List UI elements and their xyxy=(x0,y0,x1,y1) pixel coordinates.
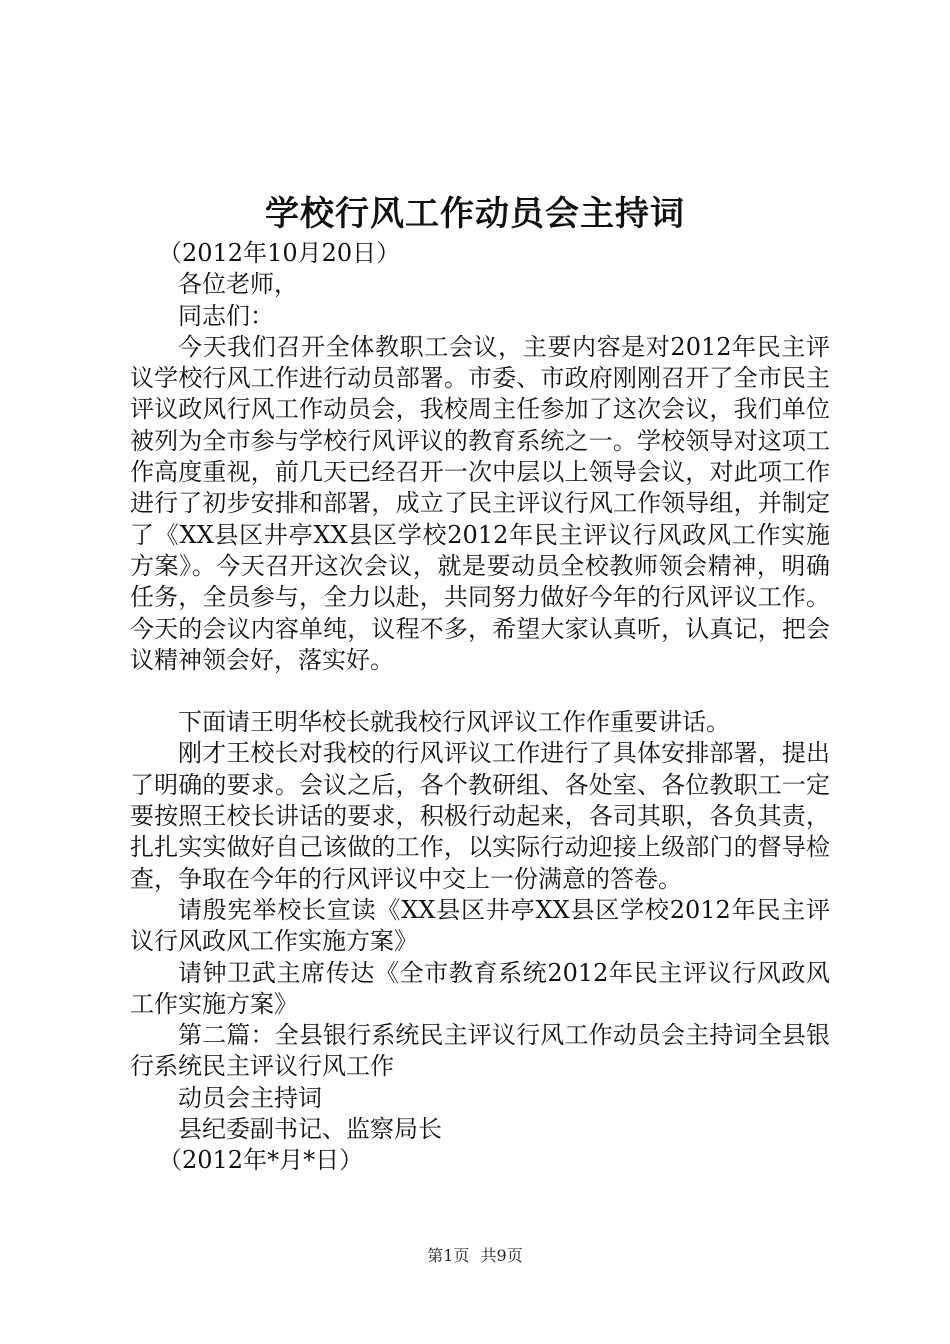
text-line: 动员会主持词 xyxy=(178,1083,322,1112)
text-line: 县纪委副书记、监察局长 xyxy=(178,1115,442,1144)
paragraph-gap xyxy=(130,676,830,707)
paragraph: 第二篇：全县银行系统民主评议行风工作动员会主持词全县银行系统民主评议行风工作 xyxy=(130,1021,830,1081)
paragraph: 刚才王校长对我校的行风评议工作进行了具体安排部署，提出了明确的要求。会议之后，各个教研组、各处室、各位教职工一定要按照王校长讲话的要求，积极行动起来，各司其职，各负其责，扎扎实实做好自己该做的工作，以实际行动迎接上级部门的督导检查，争取在今年的行风评议中交上一份满意的答卷。 xyxy=(130,739,830,893)
paragraph: 请钟卫武主席传达《全市教育系统2012年民主评议行风政风工作实施方案》 xyxy=(130,958,830,1018)
paragraph: 下面请王明华校长就我校行风评议工作作重要讲话。 xyxy=(178,708,730,737)
paragraph: 请殷宪举校长宣读《XX县区井亭XX县区学校2012年民主评议行风政风工作实施方案》 xyxy=(130,895,830,956)
salutation-line: 各位老师， xyxy=(178,270,298,299)
page-number: 第1页 xyxy=(427,1246,470,1265)
page-footer xyxy=(0,1243,950,1266)
document-title: 学校行风工作动员会主持词 xyxy=(265,194,685,234)
document-body xyxy=(130,238,830,1177)
page-total: 共9页 xyxy=(480,1246,523,1265)
date-line: （2012年10月20日） xyxy=(158,239,401,267)
salutation-line: 同志们： xyxy=(178,301,274,330)
date-line: （2012年*月*日） xyxy=(158,1146,364,1175)
paragraph: 今天我们召开全体教职工会议，主要内容是对2012年民主评议学校行风工作进行动员部署。市委、市政府刚刚召开了全市民主评议政风行风工作动员会，我校周主任参加了这次会议，我们单位被列为全市参与学校行风评议的教育系统之一。学校领导对这项工作高度重视，前几天已经召开一次中层以上领导会议，对此项工作进行了初步安排和部署，成立了民主评议行风工作领导组，并制定了《XX县区井亭XX县区学校2012年民主评议行风政风工作实施方案》。今天召开这次会议，就是要动员全校教师领会精神，明确任务，全员参与，全力以赴，共同努力做好今年的行风评议工作。今天的会议内容单纯，议程不多，希望大家认真听，认真记，把会议精神领会好，落实好。 xyxy=(130,332,830,674)
